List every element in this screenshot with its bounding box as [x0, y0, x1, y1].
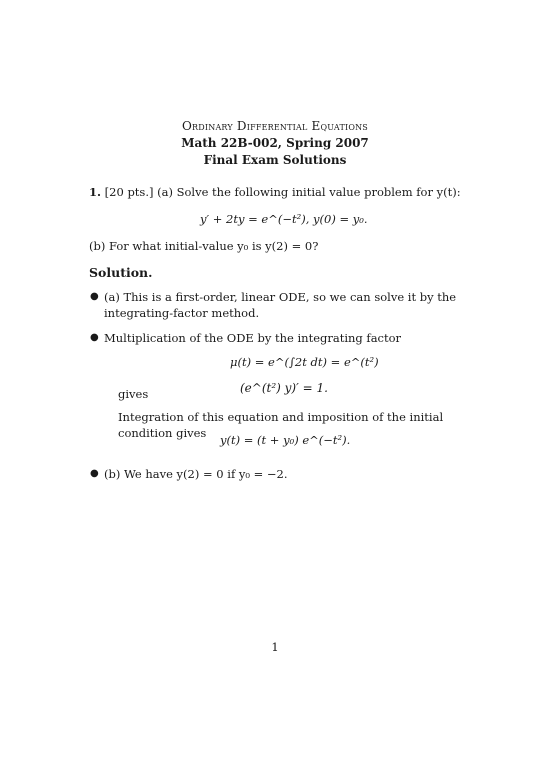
- bullet-2-text: Multiplication of the ODE by the integrating factor: [104, 331, 402, 345]
- integrating-factor-text: μ(t) = e^(∫2t dt) = e^(t²): [230, 355, 379, 369]
- document-header: [0, 118, 550, 170]
- bullet-1-text: (a) This is a first-order, linear ODE, so we can solve it by the integrating-factor method.: [104, 290, 457, 320]
- gives-text: gives: [118, 387, 149, 401]
- result-equation: [220, 433, 350, 449]
- solution-bullet-1: [90, 290, 476, 321]
- derivative-equation: [240, 380, 328, 396]
- solution-bullet-3: [90, 467, 476, 483]
- problem-part-a: [20 pts.] (a) Solve the following initial value problem for y(t):: [104, 185, 461, 199]
- problem-number: 1.: [89, 185, 102, 199]
- result-equation-text: y(t) = (t + y₀) e^(−t²).: [220, 433, 351, 447]
- problem-statement: [89, 185, 469, 201]
- problem-equation: [200, 212, 368, 228]
- page-number: 1: [271, 640, 279, 654]
- exam-title: Final Exam Solutions: [203, 153, 347, 168]
- bullet-icon: ●: [90, 291, 99, 302]
- solution-bullet-2: [90, 331, 476, 347]
- course-title: Ordinary Differential Equations: [182, 119, 368, 133]
- integration-text: Integration of this equation and imposition of the initial condition gives: [118, 410, 444, 440]
- problem-part-b: (b) For what initial-value y₀ is y(2) = 0?: [89, 239, 319, 253]
- integrating-factor-equation: [230, 355, 379, 371]
- bullet-3-text: (b) We have y(2) = 0 if y₀ = −2.: [104, 467, 288, 481]
- bullet-icon: ●: [90, 468, 99, 479]
- derivative-equation-text: (e^(t²) y)′ = 1.: [240, 381, 328, 395]
- course-section: Math 22B-002, Spring 2007: [181, 136, 369, 151]
- bullet-icon: ●: [90, 332, 99, 343]
- solution-heading: Solution.: [89, 265, 153, 280]
- problem-equation-text: y′ + 2ty = e^(−t²), y(0) = y₀.: [200, 212, 368, 226]
